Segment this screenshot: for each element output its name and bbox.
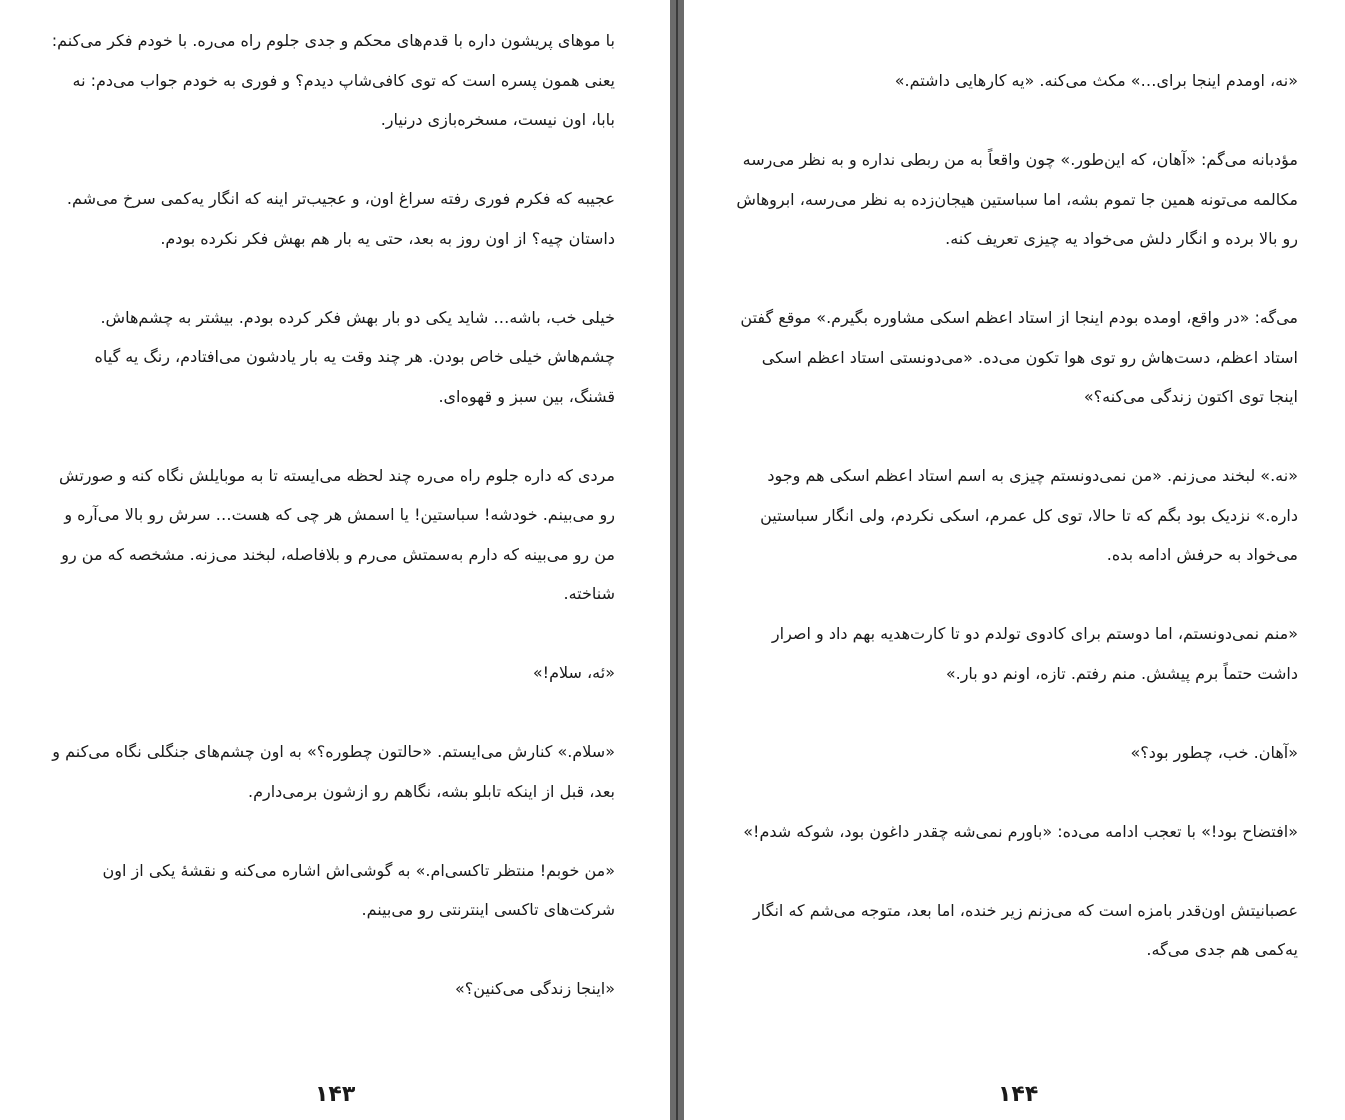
paragraph: «آهان. خب، چطور بود؟» bbox=[1130, 742, 1298, 762]
left-page-text bbox=[50, 21, 615, 1009]
paragraph: «نه، اومدم اینجا برای…» مکث می‌کنه. «یه کارهایی داشتم.» bbox=[894, 71, 1298, 90]
paragraph: «افتضاح بود!» با تعجب ادامه می‌ده: «باورم نمی‌شه چقدر داغون بود، شوکه شدم!» bbox=[743, 821, 1298, 841]
paragraph: عجیبه که فکرم فوری رفته سراغ اون، و عجیب‌تر اینه که انگار یه‌کمی سرخ می‌شم. داستان چیه؟ از اون روز به بعد، حتی یه بار هم بهش فکر نکرده بودم. bbox=[66, 189, 615, 248]
paragraph: «من خوبم! منتظر تاکسی‌ام.» به گوشی‌اش اشاره می‌کنه و نقشهٔ یکی از اون شرکت‌های تاکسی اینترنتی رو می‌بینم. bbox=[102, 860, 615, 919]
paragraph: مردی که داره جلوم راه می‌ره چند لحظه می‌ایسته تا به موبایلش نگاه کنه و صورتش رو می‌بینم. خودشه! سباستین! یا اسمش هر چی که هست… سرش رو بالا می‌آره و من رو می‌بینه که دارم به‌سمتش می‌رم و بلافاصله، لبخند می‌زنه. مشخصه که من رو شناخته. bbox=[58, 465, 615, 603]
paragraph: می‌گه: «در واقع، اومده بودم اینجا از استاد اعظم اسکی مشاوره بگیرم.» موقع گفتن استاد اعظم، دست‌هاش رو توی هوا تکون می‌ده. «می‌دونستی استاد اعظم اسکی اینجا توی اکتون زندگی می‌کنه؟» bbox=[740, 308, 1298, 406]
paragraph: «ئه، سلام!» bbox=[532, 663, 615, 682]
paragraph: عصبانیتش اون‌قدر بامزه است که می‌زنم زیر خنده، اما بعد، متوجه می‌شم که انگار یه‌کمی هم جدی می‌گه. bbox=[753, 900, 1298, 959]
paragraph: مؤدبانه می‌گم: «آهان، که این‌طور.» چون واقعاً به من ربطی نداره و به نظر می‌رسه مکالمه می‌تونه همین جا تموم بشه، اما سباستین هیجان‌زده به نظر می‌رسه، ابروهاش رو بالا برده و انگار دلش می‌خواد یه چیزی تعریف کنه. bbox=[736, 150, 1298, 248]
paragraph: با موهای پریشون داره با قدم‌های محکم و جدی جلوم راه می‌ره. با خودم فکر می‌کنم: یعنی همون پسره است که توی کافی‌شاپ دیدم؟ و فوری به خودم جواب می‌دم: نه بابا، اون نیست، مسخره‌بازی درنیار. bbox=[51, 31, 615, 129]
gutter-fold-line bbox=[676, 0, 678, 1120]
page-number-left: ۱۴۳ bbox=[315, 1082, 356, 1107]
paragraph: «نه.» لبخند می‌زنم. «من نمی‌دونستم چیزی به اسم استاد اعظم اسکی هم وجود داره.» نزدیک بود بگم که تا حالا، توی کل عمرم، اسکی نکردم، ولی انگار سباستین می‌خواد به حرفش ادامه بده. bbox=[760, 466, 1298, 564]
page-number-right: ۱۴۴ bbox=[998, 1082, 1039, 1107]
right-page-text bbox=[735, 61, 1298, 970]
paragraph: «سلام.» کنارش می‌ایستم. «حالتون چطوره؟» به اون چشم‌های جنگلی نگاه می‌کنم و بعد، قبل از اینکه تابلو بشه، نگاهم رو ازشون برمی‌دارم. bbox=[52, 742, 615, 801]
paragraph: «منم نمی‌دونستم، اما دوستم برای کادوی تولدم دو تا کارت‌هدیه بهم داد و اصرار داشت حتماً برم پیشش. منم رفتم. تازه، اونم دو بار.» bbox=[771, 624, 1298, 683]
paragraph: خیلی خب، باشه… شاید یکی دو بار بهش فکر کرده بودم. بیشتر به چشم‌هاش. چشم‌هاش خیلی خاص بودن. هر چند وقت یه بار یادشون می‌افتادم، رنگ یه گیاه قشنگ، بین سبز و قهوه‌ای. bbox=[94, 307, 615, 406]
paragraph: «اینجا زندگی می‌کنین؟» bbox=[454, 979, 615, 998]
